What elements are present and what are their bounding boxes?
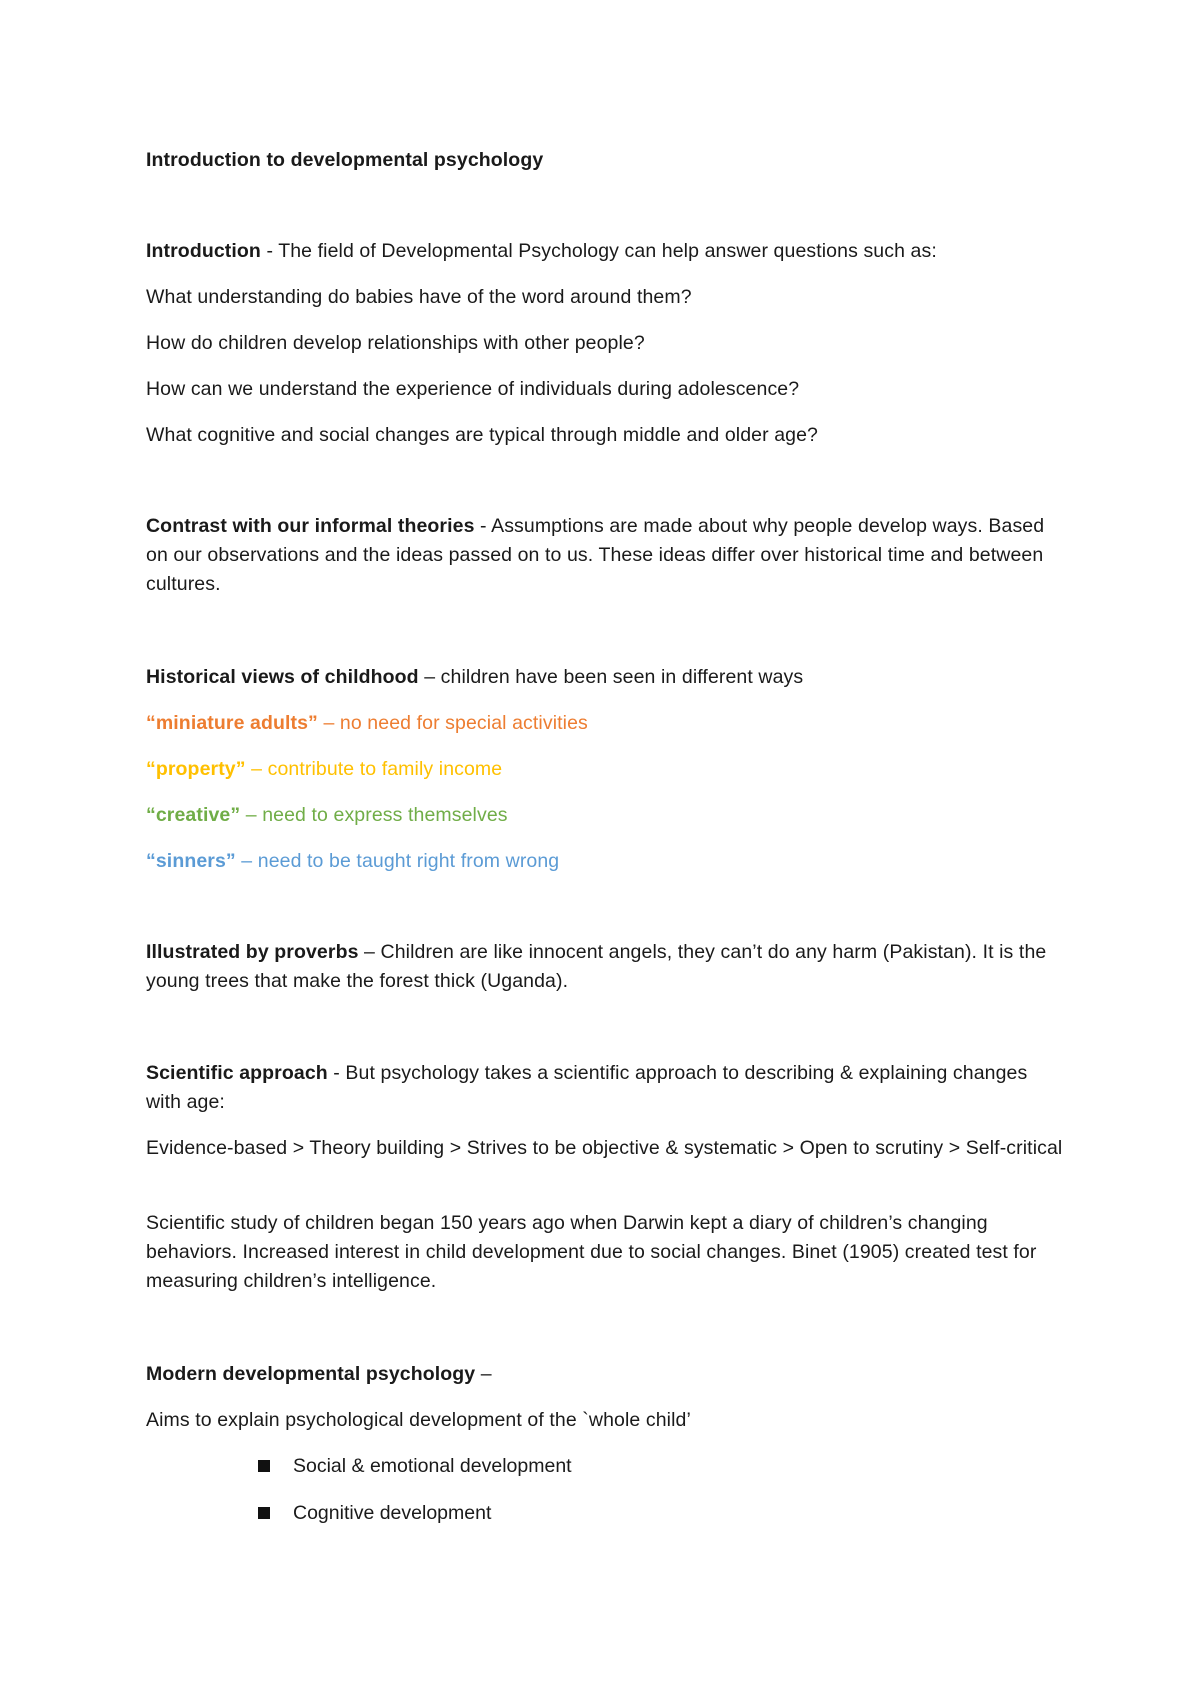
intro-question: How do children develop relationships with other people?: [146, 332, 645, 354]
contrast-text: - Assumptions are made about why people develop ways. Based on our observations and the ideas passed on to us. These ideas differ over historical time and between cultures.: [146, 515, 1045, 595]
scientific-history: Scientific study of children began 150 years ago when Darwin kept a diary of children’s changing behaviors. Increased interest in child development due to social changes. Binet (1905) created test for measuring children’s intelligence.: [146, 1212, 1037, 1292]
scientific-heading: Scientific approach: [146, 1062, 328, 1084]
square-bullet-icon: [258, 1507, 270, 1519]
intro-heading: Introduction: [146, 240, 261, 262]
document-page: Introduction to developmental psychology Introduction - The field of Developmental Psychology can help answer questions such as: What understanding do babies have of the word around them? How do children develop relationships with other people? How can we understand the experience of individuals during adolescence? What cognitive and social changes are typical through middle and older age? Contrast with our informal theories - Assumptions are made about why people develop ways. Based on our observations and the ideas passed on to us. These ideas differ over historical time and between cultures. Historical views of childhood – children have been seen in different ways “miniature adults” – no need for special activities “property” – contribute to family income “creative” – need to express themselves “sinners” – need to be taught right from wrong Illustrated by proverbs – Children are like innocent angels, they can’t do any harm (Pakistan). It is the young trees that make the forest thick (Uganda). Scientific approach - But psychology takes a scientific approach to describing & explaining changes with age: Evidence-based > Theory building > Strives to be objective & systematic > Open to scrutiny > Self-critical Scientific study of children began 150 years ago when Darwin kept a diary of children’s changing behaviors. Increased interest in child development due to social changes. Binet (1905) created test for measuring children’s intelligence. Modern developmental psychology – Aims to explain psychological development of the `whole child’ Social & emotional development Cognitive development: [0, 0, 1200, 1698]
scientific-text: - But psychology takes a scientific approach to describing & explaining changes with age:: [146, 1062, 1028, 1113]
modern-heading: Modern developmental psychology: [146, 1363, 476, 1385]
scientific-chain: Evidence-based > Theory building > Strives to be objective & systematic > Open to scrutiny > Self-critical: [146, 1137, 1063, 1159]
historical-view-item: “creative” – need to express themselves: [146, 804, 508, 826]
intro-paragraph: [146, 237, 1066, 266]
square-bullet-icon: [258, 1460, 270, 1472]
proverbs-text: – Children are like innocent angels, they can’t do any harm (Pakistan). It is the young trees that make the forest thick (Uganda).: [146, 941, 1047, 992]
intro-question: How can we understand the experience of individuals during adolescence?: [146, 378, 800, 400]
historical-text: – children have been seen in different ways: [418, 666, 804, 688]
proverbs-heading: Illustrated by proverbs: [146, 941, 359, 963]
modern-aim: Aims to explain psychological development of the `whole child’: [146, 1409, 691, 1431]
modern-heading-line: Modern developmental psychology –: [146, 1363, 492, 1385]
historical-heading: Historical views of childhood: [146, 666, 419, 688]
historical-view-item: “property” – contribute to family income: [146, 758, 503, 780]
historical-paragraph: [146, 663, 1066, 692]
historical-view-item: “sinners” – need to be taught right from wrong: [146, 850, 560, 872]
historical-view-item: “miniature adults” – no need for special activities: [146, 712, 588, 734]
scientific-paragraph: [146, 1059, 1066, 1117]
proverbs-paragraph: [146, 938, 1066, 996]
intro-question: What cognitive and social changes are typical through middle and older age?: [146, 424, 818, 446]
contrast-paragraph: [146, 512, 1066, 599]
intro-text: - The field of Developmental Psychology can help answer questions such as:: [260, 240, 937, 262]
intro-question: What understanding do babies have of the word around them?: [146, 286, 692, 308]
contrast-heading: Contrast with our informal theories: [146, 515, 475, 537]
document-title: Introduction to developmental psychology: [146, 149, 544, 171]
